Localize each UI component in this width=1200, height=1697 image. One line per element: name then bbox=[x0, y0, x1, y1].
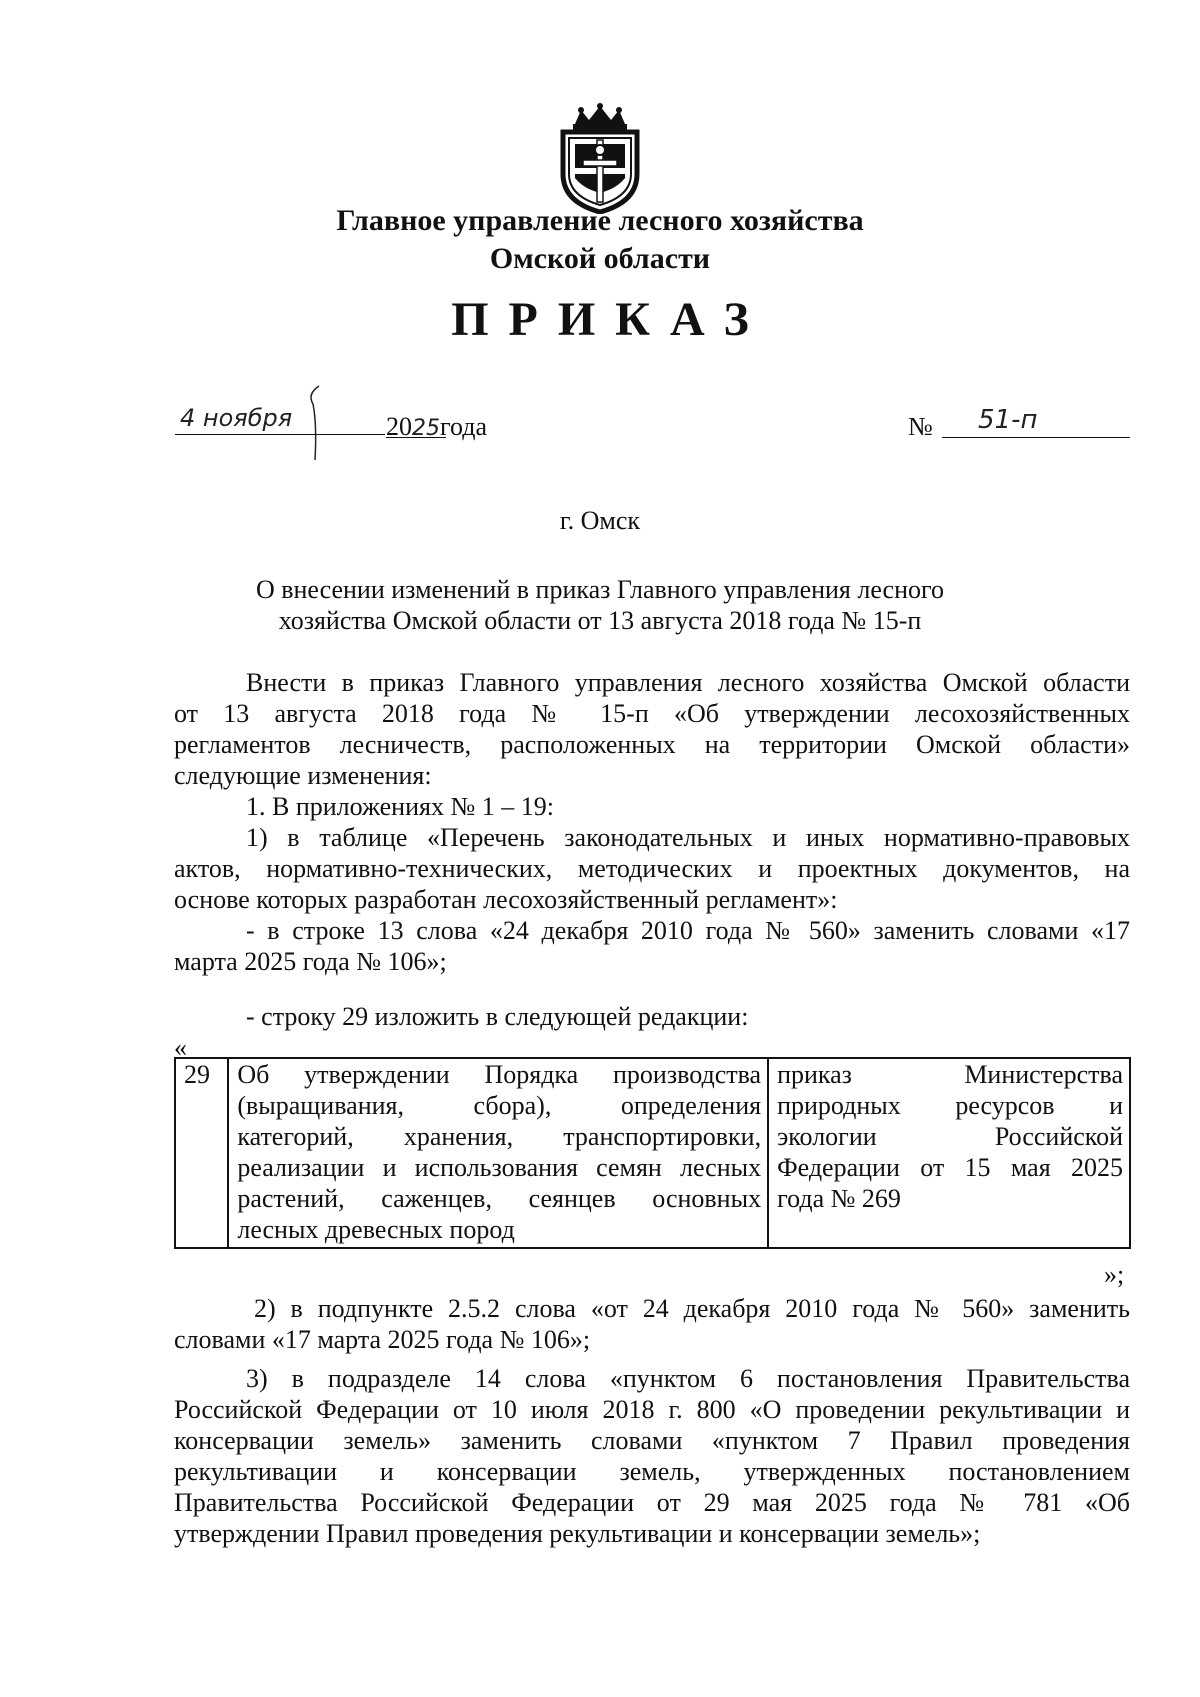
table-cell-title bbox=[228, 1058, 768, 1248]
title-line: реализации и использования семян лесных bbox=[237, 1153, 762, 1182]
title-line: растений, саженцев, сеянцев основных bbox=[237, 1184, 762, 1213]
intro-line: Внести в приказ Главного управления лесного хозяйства Омской области bbox=[246, 668, 1130, 697]
doc-line: экологии Российской bbox=[777, 1122, 1123, 1151]
year-underline bbox=[386, 437, 446, 438]
doc-line: года № 269 bbox=[777, 1184, 901, 1213]
subitem-3-line: утверждении Правил проведения рекультивации и консервации земель»; bbox=[174, 1519, 981, 1548]
subitem-1-line: 1) в таблице «Перечень законодательных и иных нормативно-правовых bbox=[246, 823, 1130, 852]
title-line: лесных древесных пород bbox=[237, 1215, 515, 1244]
subitem-3-paragraph bbox=[174, 1363, 1130, 1549]
title-line: (выращивания, сбора), определения bbox=[237, 1091, 762, 1120]
coat-of-arms-emblem bbox=[553, 102, 647, 214]
subitem-3-line: Российской Федерации от 10 июля 2018 г. 800 «О проведении рекультивации и bbox=[174, 1395, 1130, 1424]
year-handwritten: 25 bbox=[412, 416, 440, 441]
dash-1-paragraph bbox=[174, 915, 1130, 977]
doc-line: приказ Министерства bbox=[777, 1060, 1123, 1089]
subject-line-2: хозяйства Омской области от 13 августа 2018 года № 15-п bbox=[278, 606, 922, 635]
year-suffix: года bbox=[440, 412, 488, 441]
subject-line-1: О внесении изменений в приказ Главного управления лесного bbox=[255, 575, 945, 604]
subitem-2-line: 2) в подпункте 2.5.2 слова «от 24 декабря 2010 года № 560» заменить bbox=[254, 1294, 1130, 1323]
city-name: г. Омск bbox=[559, 506, 641, 535]
open-quote: « bbox=[174, 1033, 187, 1062]
title-line: категорий, хранения, транспортировки, bbox=[237, 1122, 762, 1151]
doc-line: Федерации от 15 мая 2025 bbox=[777, 1153, 1123, 1182]
title-line: Об утверждении Порядка производства bbox=[237, 1060, 762, 1089]
intro-line: регламентов лесничеств, расположенных на территории Омской области» bbox=[174, 730, 1130, 759]
intro-line: следующие изменения: bbox=[174, 761, 432, 790]
subitem-2-line: словами «17 марта 2025 года № 106»; bbox=[174, 1325, 591, 1354]
subitem-1-paragraph bbox=[174, 822, 1130, 915]
year-prefix: 20 bbox=[386, 412, 412, 441]
dash-1-line: - в строке 13 слова «24 декабря 2010 года № 560» заменить словами «17 bbox=[246, 916, 1130, 945]
doc-line: природных ресурсов и bbox=[777, 1091, 1123, 1120]
dash-1-line: марта 2025 года № 106»; bbox=[174, 947, 447, 976]
number-handwritten: 51-п bbox=[978, 405, 1038, 435]
document-type-title: ПРИКАЗ bbox=[451, 293, 769, 346]
subitem-1-line: актов, нормативно-технических, методических и проектных документов, на bbox=[174, 854, 1130, 883]
subitem-3-line: 3) в подразделе 14 слова «пунктом 6 постановления Правительства bbox=[246, 1364, 1130, 1393]
intro-paragraph bbox=[174, 667, 1130, 791]
organization-name-line2: Омской области bbox=[489, 242, 711, 275]
table-cell-document bbox=[768, 1058, 1130, 1248]
subitem-1-line: основе которых разработан лесохозяйственный регламент»: bbox=[174, 885, 838, 914]
subitem-3-line: консервации земель» заменить словами «пунктом 7 Правил проведения bbox=[174, 1426, 1130, 1455]
organization-name-line1: Главное управление лесного хозяйства bbox=[336, 204, 864, 237]
table-cell-number: 29 bbox=[175, 1058, 228, 1248]
item-1: 1. В приложениях № 1 – 19: bbox=[246, 792, 554, 821]
dash-2: - строку 29 изложить в следующей редакции: bbox=[246, 1002, 749, 1031]
amendment-table bbox=[174, 1057, 1131, 1249]
table-row bbox=[175, 1058, 1130, 1248]
number-underline bbox=[942, 437, 1130, 438]
date-handwritten: 4 ноября bbox=[180, 404, 293, 432]
intro-line: от 13 августа 2018 года № 15-п «Об утверждении лесохозяйственных bbox=[174, 699, 1130, 728]
subitem-3-line: рекультивации и консервации земель, утвержденных постановлением bbox=[174, 1457, 1130, 1486]
subitem-2-paragraph bbox=[174, 1293, 1130, 1355]
subitem-3-line: Правительства Российской Федерации от 29 мая 2025 года № 781 «Об bbox=[174, 1488, 1130, 1517]
number-label: № bbox=[908, 412, 933, 441]
signature-stroke-mark bbox=[305, 384, 325, 464]
date-underline bbox=[175, 434, 385, 435]
close-quote: »; bbox=[1104, 1260, 1125, 1289]
